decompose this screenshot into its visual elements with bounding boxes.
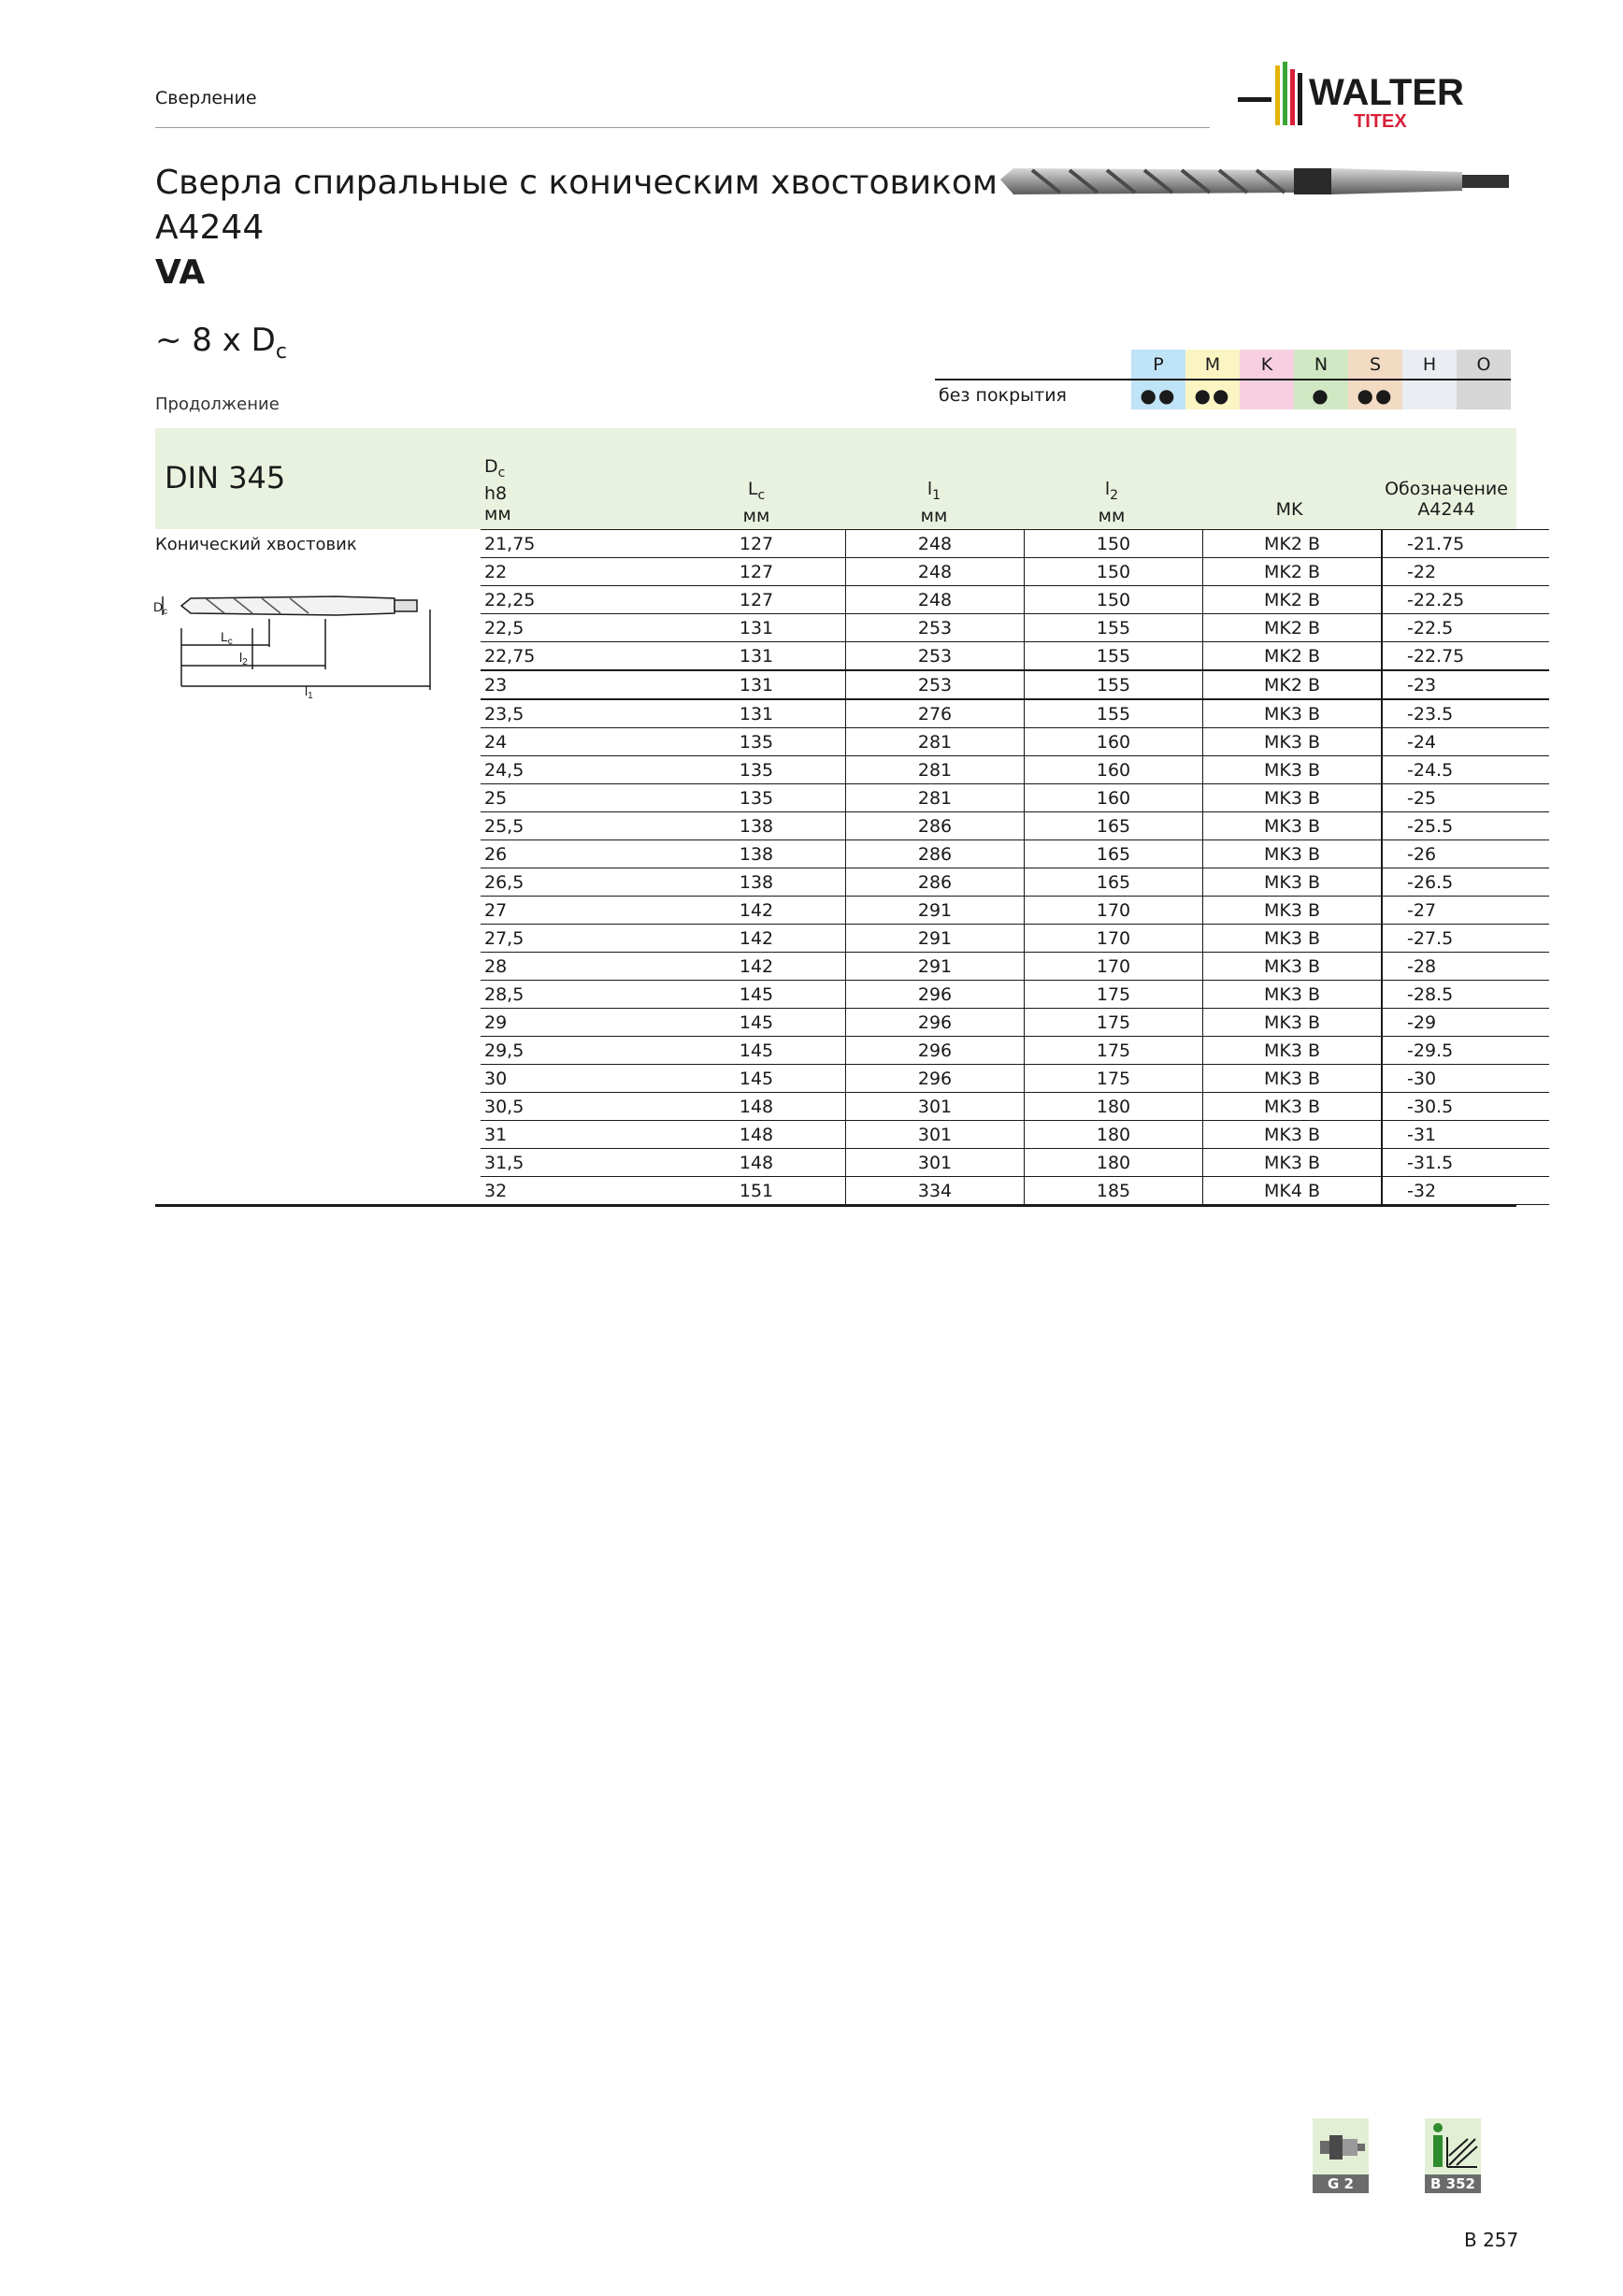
cell-lc: 142	[668, 953, 846, 981]
cell-l2: 160	[1025, 784, 1203, 812]
header-rule	[155, 127, 1210, 128]
table-row	[481, 530, 1549, 558]
cell-code: -32	[1382, 1177, 1549, 1205]
cell-mk: MK3 B	[1203, 1121, 1383, 1149]
cell-lc: 148	[668, 1093, 846, 1121]
material-K: K	[1240, 350, 1294, 380]
cell-mk: MK3 B	[1203, 1037, 1383, 1065]
cell-lc: 138	[668, 868, 846, 897]
cell-l2: 155	[1025, 614, 1203, 642]
cell-mk: MK3 B	[1203, 953, 1383, 981]
header-l2: $l_2$ мм	[1098, 479, 1126, 526]
table-row	[481, 981, 1549, 1009]
cell-l1: 296	[846, 1009, 1025, 1037]
continued-label: Продолжение	[155, 395, 280, 414]
cell-dc: 24	[481, 728, 668, 756]
page-number: B 257	[1464, 2229, 1519, 2251]
suitability-H	[1402, 380, 1457, 409]
cell-l1: 334	[846, 1177, 1025, 1205]
cell-code: -22	[1382, 558, 1549, 586]
cell-lc: 131	[668, 614, 846, 642]
cell-mk: MK3 B	[1203, 897, 1383, 925]
cell-mk: MK2 B	[1203, 642, 1383, 671]
table-row	[481, 1149, 1549, 1177]
cell-lc: 145	[668, 1065, 846, 1093]
cell-mk: MK3 B	[1203, 1065, 1383, 1093]
table-row	[481, 586, 1549, 614]
cell-code: -21.75	[1382, 530, 1549, 558]
cell-dc: 22,25	[481, 586, 668, 614]
cell-mk: MK3 B	[1203, 1149, 1383, 1177]
cell-code: -27	[1382, 897, 1549, 925]
table-row	[481, 812, 1549, 840]
cell-code: -28.5	[1382, 981, 1549, 1009]
cell-mk: MK3 B	[1203, 1009, 1383, 1037]
cell-l2: 160	[1025, 728, 1203, 756]
cell-l2: 160	[1025, 756, 1203, 784]
cell-code: -24.5	[1382, 756, 1549, 784]
standard-label: DIN 345	[165, 460, 286, 495]
cell-l2: 175	[1025, 1009, 1203, 1037]
cell-l1: 296	[846, 1065, 1025, 1093]
cell-mk: MK3 B	[1203, 840, 1383, 868]
cell-code: -22.5	[1382, 614, 1549, 642]
table-row	[481, 1037, 1549, 1065]
cell-lc: 142	[668, 925, 846, 953]
cell-dc: 31	[481, 1121, 668, 1149]
cell-l1: 301	[846, 1149, 1025, 1177]
cell-mk: MK3 B	[1203, 812, 1383, 840]
cell-l2: 165	[1025, 812, 1203, 840]
cell-lc: 138	[668, 840, 846, 868]
title-line-1: Сверла спиральные с коническим хвостовиком	[155, 164, 998, 202]
table-row	[481, 756, 1549, 784]
svg-text:Dc: $D_c$	[153, 599, 168, 617]
cell-l2: 155	[1025, 670, 1203, 699]
cell-code: -30.5	[1382, 1093, 1549, 1121]
cell-l1: 281	[846, 728, 1025, 756]
cell-dc: 27	[481, 897, 668, 925]
cell-dc: 29,5	[481, 1037, 668, 1065]
cell-l1: 248	[846, 530, 1025, 558]
cell-l2: 175	[1025, 981, 1203, 1009]
table-row	[481, 728, 1549, 756]
header-l1: $l_1$ мм	[920, 479, 948, 526]
coating-label: без покрытия	[935, 380, 1131, 409]
info-chart-icon	[1425, 2118, 1481, 2174]
length-ratio: ~ 8 x $D_c$	[155, 322, 287, 364]
table-row	[481, 925, 1549, 953]
table-row	[481, 897, 1549, 925]
cell-code: -28	[1382, 953, 1549, 981]
cell-dc: 26	[481, 840, 668, 868]
cell-dc: 23,5	[481, 699, 668, 728]
cell-dc: 29	[481, 1009, 668, 1037]
cell-dc: 22,75	[481, 642, 668, 671]
cell-l1: 286	[846, 868, 1025, 897]
cell-code: -27.5	[1382, 925, 1549, 953]
tool-holder-icon	[1313, 2118, 1369, 2174]
section-label: Сверление	[155, 88, 257, 108]
material-M: M	[1185, 350, 1240, 380]
cell-mk: MK3 B	[1203, 784, 1383, 812]
ref-label-b352: B 352	[1425, 2174, 1481, 2193]
table-row	[481, 840, 1549, 868]
walter-titex-logo	[1238, 60, 1518, 135]
cell-l2: 165	[1025, 868, 1203, 897]
table-row	[481, 670, 1549, 699]
cell-l1: 281	[846, 756, 1025, 784]
table-row	[481, 868, 1549, 897]
table-row	[481, 558, 1549, 586]
svg-text:l2: $l_2$	[239, 650, 248, 667]
cell-l2: 180	[1025, 1093, 1203, 1121]
cell-code: -22.75	[1382, 642, 1549, 671]
drill-dimension-diagram	[150, 572, 445, 703]
table-row	[481, 614, 1549, 642]
header-code: Обозначение A4244	[1385, 479, 1508, 520]
cell-l2: 170	[1025, 925, 1203, 953]
cell-code: -26.5	[1382, 868, 1549, 897]
cell-dc: 24,5	[481, 756, 668, 784]
cell-lc: 127	[668, 586, 846, 614]
ref-label-g2: G 2	[1313, 2174, 1369, 2193]
cell-l1: 296	[846, 981, 1025, 1009]
cell-dc: 27,5	[481, 925, 668, 953]
cell-l1: 286	[846, 812, 1025, 840]
drill-image	[995, 159, 1518, 206]
cell-code: -22.25	[1382, 586, 1549, 614]
cell-mk: MK3 B	[1203, 1093, 1383, 1121]
cell-mk: MK3 B	[1203, 981, 1383, 1009]
cell-l2: 150	[1025, 586, 1203, 614]
cell-l1: 248	[846, 586, 1025, 614]
header-dc: $D_c$ h8 мм	[484, 456, 511, 524]
cell-l1: 291	[846, 953, 1025, 981]
material-O: O	[1457, 350, 1511, 380]
cell-mk: MK2 B	[1203, 586, 1383, 614]
cell-mk: MK3 B	[1203, 868, 1383, 897]
cell-dc: 21,75	[481, 530, 668, 558]
suitability-M: ●●	[1185, 380, 1240, 409]
cell-lc: 131	[668, 670, 846, 699]
cell-mk: MK2 B	[1203, 670, 1383, 699]
cell-dc: 25	[481, 784, 668, 812]
cell-dc: 30,5	[481, 1093, 668, 1121]
cell-mk: MK3 B	[1203, 699, 1383, 728]
table-row	[481, 1065, 1549, 1093]
cell-lc: 131	[668, 699, 846, 728]
ref-link-g2[interactable]	[1313, 2118, 1369, 2193]
cell-l2: 180	[1025, 1149, 1203, 1177]
cell-l1: 291	[846, 925, 1025, 953]
cell-l1: 301	[846, 1121, 1025, 1149]
cell-l2: 175	[1025, 1037, 1203, 1065]
cell-l1: 286	[846, 840, 1025, 868]
title-line-2: A4244	[155, 208, 265, 247]
cell-lc: 148	[668, 1149, 846, 1177]
cell-lc: 131	[668, 642, 846, 671]
svg-text:l1: $l_1$	[305, 683, 313, 701]
cell-mk: MK3 B	[1203, 925, 1383, 953]
cell-l2: 165	[1025, 840, 1203, 868]
cell-l1: 276	[846, 699, 1025, 728]
cell-lc: 138	[668, 812, 846, 840]
material-table	[935, 350, 1511, 409]
table-row	[481, 642, 1549, 671]
cell-mk: MK2 B	[1203, 530, 1383, 558]
cell-lc: 145	[668, 1009, 846, 1037]
cell-mk: MK2 B	[1203, 614, 1383, 642]
table-row	[481, 1009, 1549, 1037]
cell-l2: 175	[1025, 1065, 1203, 1093]
cell-l1: 253	[846, 642, 1025, 671]
cell-l1: 253	[846, 670, 1025, 699]
table-row	[481, 1121, 1549, 1149]
cell-l2: 170	[1025, 897, 1203, 925]
cell-dc: 28	[481, 953, 668, 981]
cell-code: -29	[1382, 1009, 1549, 1037]
table-row	[481, 953, 1549, 981]
cell-code: -26	[1382, 840, 1549, 868]
suitability-P: ●●	[1131, 380, 1185, 409]
cell-code: -31	[1382, 1121, 1549, 1149]
cell-code: -31.5	[1382, 1149, 1549, 1177]
title-line-3: VA	[155, 253, 206, 292]
cell-dc: 26,5	[481, 868, 668, 897]
cell-dc: 32	[481, 1177, 668, 1205]
suitability-K	[1240, 380, 1294, 409]
cell-l2: 170	[1025, 953, 1203, 981]
cell-l2: 155	[1025, 699, 1203, 728]
cell-mk: MK3 B	[1203, 756, 1383, 784]
cell-l1: 301	[846, 1093, 1025, 1121]
suitability-O	[1457, 380, 1511, 409]
material-N: N	[1294, 350, 1348, 380]
cell-l1: 253	[846, 614, 1025, 642]
cell-lc: 135	[668, 756, 846, 784]
header-lc: $L_c$ мм	[742, 479, 770, 526]
cell-code: -25.5	[1382, 812, 1549, 840]
cell-lc: 151	[668, 1177, 846, 1205]
cell-l2: 180	[1025, 1121, 1203, 1149]
logo-text: WALTER	[1309, 72, 1464, 113]
cell-dc: 22	[481, 558, 668, 586]
cell-code: -24	[1382, 728, 1549, 756]
cell-dc: 31,5	[481, 1149, 668, 1177]
cell-mk: MK3 B	[1203, 728, 1383, 756]
table-row	[481, 1093, 1549, 1121]
table-row	[481, 699, 1549, 728]
cell-dc: 23	[481, 670, 668, 699]
cell-code: -25	[1382, 784, 1549, 812]
cell-code: -30	[1382, 1065, 1549, 1093]
page-title	[155, 161, 998, 295]
table-bottom-rule	[155, 1204, 1516, 1207]
cell-mk: MK2 B	[1203, 558, 1383, 586]
suitability-N: ●	[1294, 380, 1348, 409]
cell-code: -23	[1382, 670, 1549, 699]
cell-mk: MK4 B	[1203, 1177, 1383, 1205]
cell-lc: 135	[668, 784, 846, 812]
dimension-table	[481, 529, 1549, 1205]
ref-link-b352[interactable]	[1425, 2118, 1481, 2193]
cell-dc: 22,5	[481, 614, 668, 642]
cell-l2: 150	[1025, 530, 1203, 558]
cell-lc: 127	[668, 530, 846, 558]
cell-l2: 185	[1025, 1177, 1203, 1205]
suitability-S: ●●	[1348, 380, 1402, 409]
cell-l2: 155	[1025, 642, 1203, 671]
cell-lc: 145	[668, 981, 846, 1009]
cell-lc: 145	[668, 1037, 846, 1065]
cell-lc: 127	[668, 558, 846, 586]
cell-l2: 150	[1025, 558, 1203, 586]
cell-code: -29.5	[1382, 1037, 1549, 1065]
table-row	[481, 784, 1549, 812]
material-S: S	[1348, 350, 1402, 380]
cell-lc: 142	[668, 897, 846, 925]
cell-lc: 135	[668, 728, 846, 756]
cell-l1: 248	[846, 558, 1025, 586]
cell-lc: 148	[668, 1121, 846, 1149]
cell-dc: 25,5	[481, 812, 668, 840]
cell-code: -23.5	[1382, 699, 1549, 728]
svg-text:Lc: $L_c$	[221, 629, 233, 647]
cell-dc: 30	[481, 1065, 668, 1093]
material-H: H	[1402, 350, 1457, 380]
cell-dc: 28,5	[481, 981, 668, 1009]
cell-l1: 296	[846, 1037, 1025, 1065]
header-mk: MK	[1275, 499, 1303, 520]
material-P: P	[1131, 350, 1185, 380]
cell-l1: 291	[846, 897, 1025, 925]
shank-type-label: Конический хвостовик	[155, 535, 357, 554]
cell-l1: 281	[846, 784, 1025, 812]
logo-subtext: TITEX	[1354, 111, 1407, 132]
table-row	[481, 1177, 1549, 1205]
